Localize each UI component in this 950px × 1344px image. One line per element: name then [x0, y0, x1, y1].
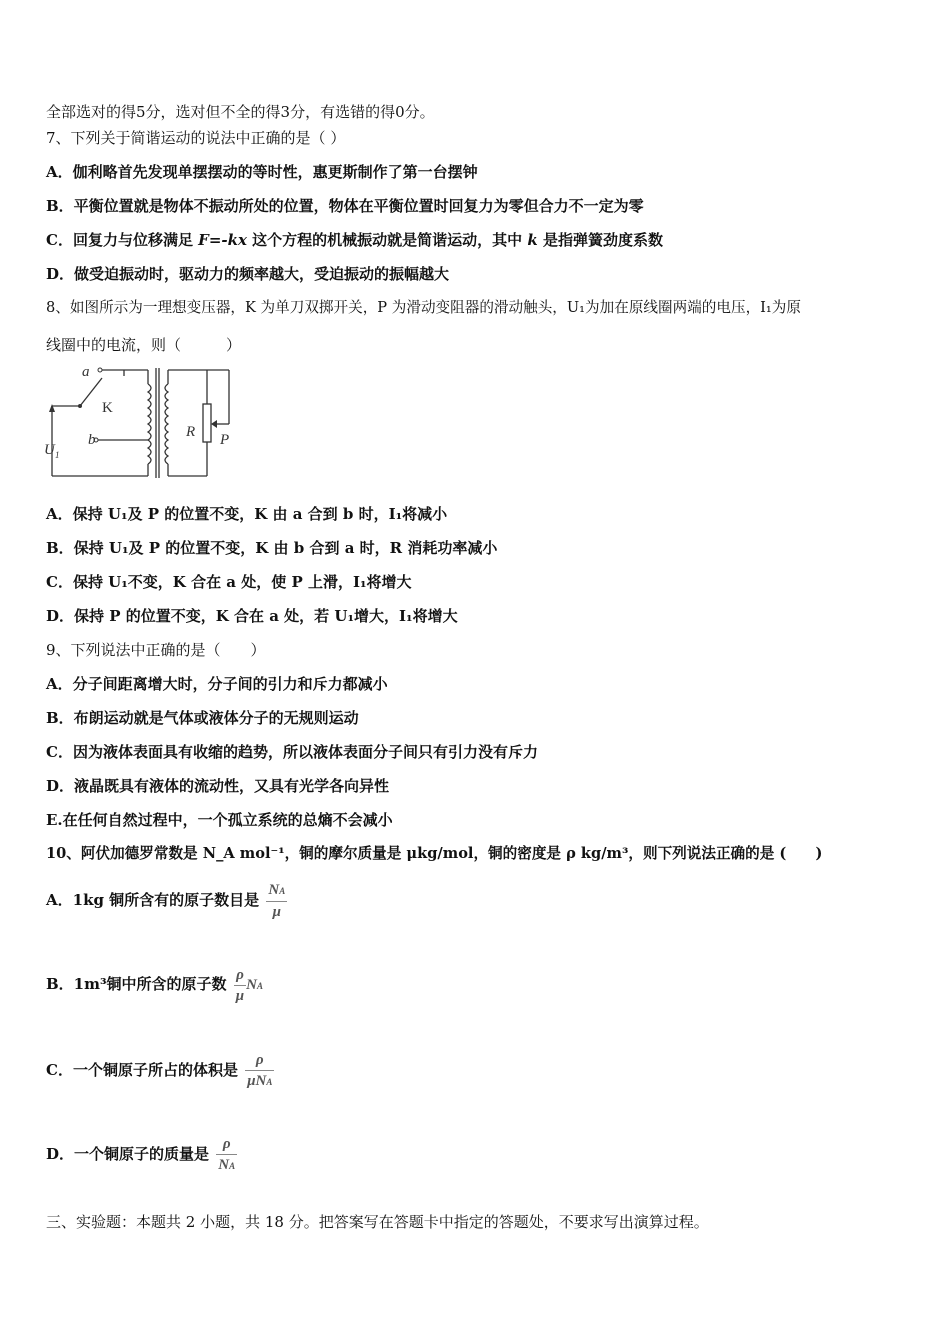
- transformer-circuit-diagram: [44, 364, 244, 482]
- q10b-text: B．1m³铜中所含的原子数: [46, 975, 227, 993]
- formula-na-over-mu: $\frac{NA}{\mu}$: [268, 882, 286, 920]
- label-u-sub: 1: [55, 450, 60, 460]
- q10a-text: A．1kg 铜所含有的原子数目是: [46, 891, 260, 909]
- label-a: a: [82, 364, 90, 380]
- question-10: 10、阿伏加德罗常数是 N_A mol⁻¹，铜的摩尔质量是 μkg/mol，铜的密度是 ρ kg/m³，则下列说法正确的是 ( ): [46, 845, 823, 862]
- question-9-option-e: E.在任何自然过程中，一个孤立系统的总熵不会减小: [46, 811, 393, 829]
- question-8-line1: 8、如图所示为一理想变压器，K 为单刀双掷开关，P 为滑动变阻器的滑动触头，U₁为加在原线圈两端的电压，I₁为原: [46, 299, 801, 316]
- question-9-option-a: A．分子间距离增大时，分子间的引力和斥力都减小: [46, 675, 388, 693]
- question-10-option-d: [46, 1132, 237, 1176]
- q7c-k: k: [527, 231, 538, 249]
- question-10-option-a: [46, 878, 287, 922]
- question-9-option-d: D．液晶既具有液体的流动性，又具有光学各向异性: [46, 777, 390, 795]
- q7c-suffix: 是指弹簧劲度系数: [537, 231, 664, 249]
- question-9: 9、下列说法中正确的是（ ）: [46, 641, 266, 659]
- formula-rho-over-mu: $\frac{\rho}{\mu}$: [235, 966, 245, 1004]
- question-9-option-c: C．因为液体表面具有收缩的趋势，所以液体表面分子间只有引力没有斥力: [46, 743, 538, 761]
- question-8-option-d: D．保持 P 的位置不变，K 合在 a 处，若 U₁增大，I₁将增大: [46, 607, 458, 625]
- question-8-option-b: B．保持 U₁及 P 的位置不变，K 由 b 合到 a 时，R 消耗功率减小: [46, 539, 498, 557]
- q7c-formula: F=-kx: [198, 231, 247, 249]
- q10d-text: D．一个铜原子的质量是: [46, 1145, 210, 1163]
- label-p: P: [220, 432, 230, 448]
- question-7-option-b: B．平衡位置就是物体不振动所处的位置，物体在平衡位置时回复力为零但合力不一定为零: [46, 197, 644, 215]
- label-k: K: [102, 400, 113, 416]
- question-8-line2: 线圈中的电流，则（ ）: [46, 336, 242, 354]
- instruction-line: 全部选对的得5分，选对但不全的得3分，有选错的得0分。: [46, 103, 435, 121]
- formula-rho-over-mu-na: $\frac{\rho}{\text{μNA}}$: [247, 1052, 273, 1089]
- q7c-prefix: C．回复力与位移满足: [46, 231, 199, 249]
- question-8-option-a: A．保持 U₁及 P 的位置不变，K 由 a 合到 b 时，I₁将减小: [46, 505, 448, 523]
- formula-rho-over-na: $\frac{\rho}{NA}$: [218, 1136, 236, 1173]
- question-8-option-c: C．保持 U₁不变，K 合在 a 处，使 P 上滑，I₁将增大: [46, 573, 412, 591]
- question-7: 7、下列关于简谐运动的说法中正确的是（ ）: [46, 129, 346, 147]
- q10c-text: C．一个铜原子所占的体积是: [46, 1061, 238, 1079]
- question-9-option-b: B．布朗运动就是气体或液体分子的无规则运动: [46, 709, 359, 727]
- section-3-heading: 三、实验题：本题共 2 小题，共 18 分。把答案写在答题卡中指定的答题处，不要求写出演算过程。: [46, 1213, 709, 1231]
- label-r: R: [186, 424, 196, 440]
- formula-na-tail: NA: [246, 977, 263, 993]
- q7c-mid: 这个方程的机械振动就是简谐运动，其中: [246, 231, 528, 249]
- question-7-option-c: [46, 230, 663, 250]
- question-10-option-c: [46, 1048, 274, 1092]
- question-7-option-a: A．伽利略首先发现单摆摆动的等时性，惠更斯制作了第一台摆钟: [46, 163, 478, 181]
- label-b: b: [88, 432, 96, 448]
- label-u: U: [44, 442, 55, 458]
- question-7-option-d: D．做受迫振动时，驱动力的频率越大，受迫振动的振幅越大: [46, 265, 450, 283]
- question-10-option-b: [46, 962, 263, 1008]
